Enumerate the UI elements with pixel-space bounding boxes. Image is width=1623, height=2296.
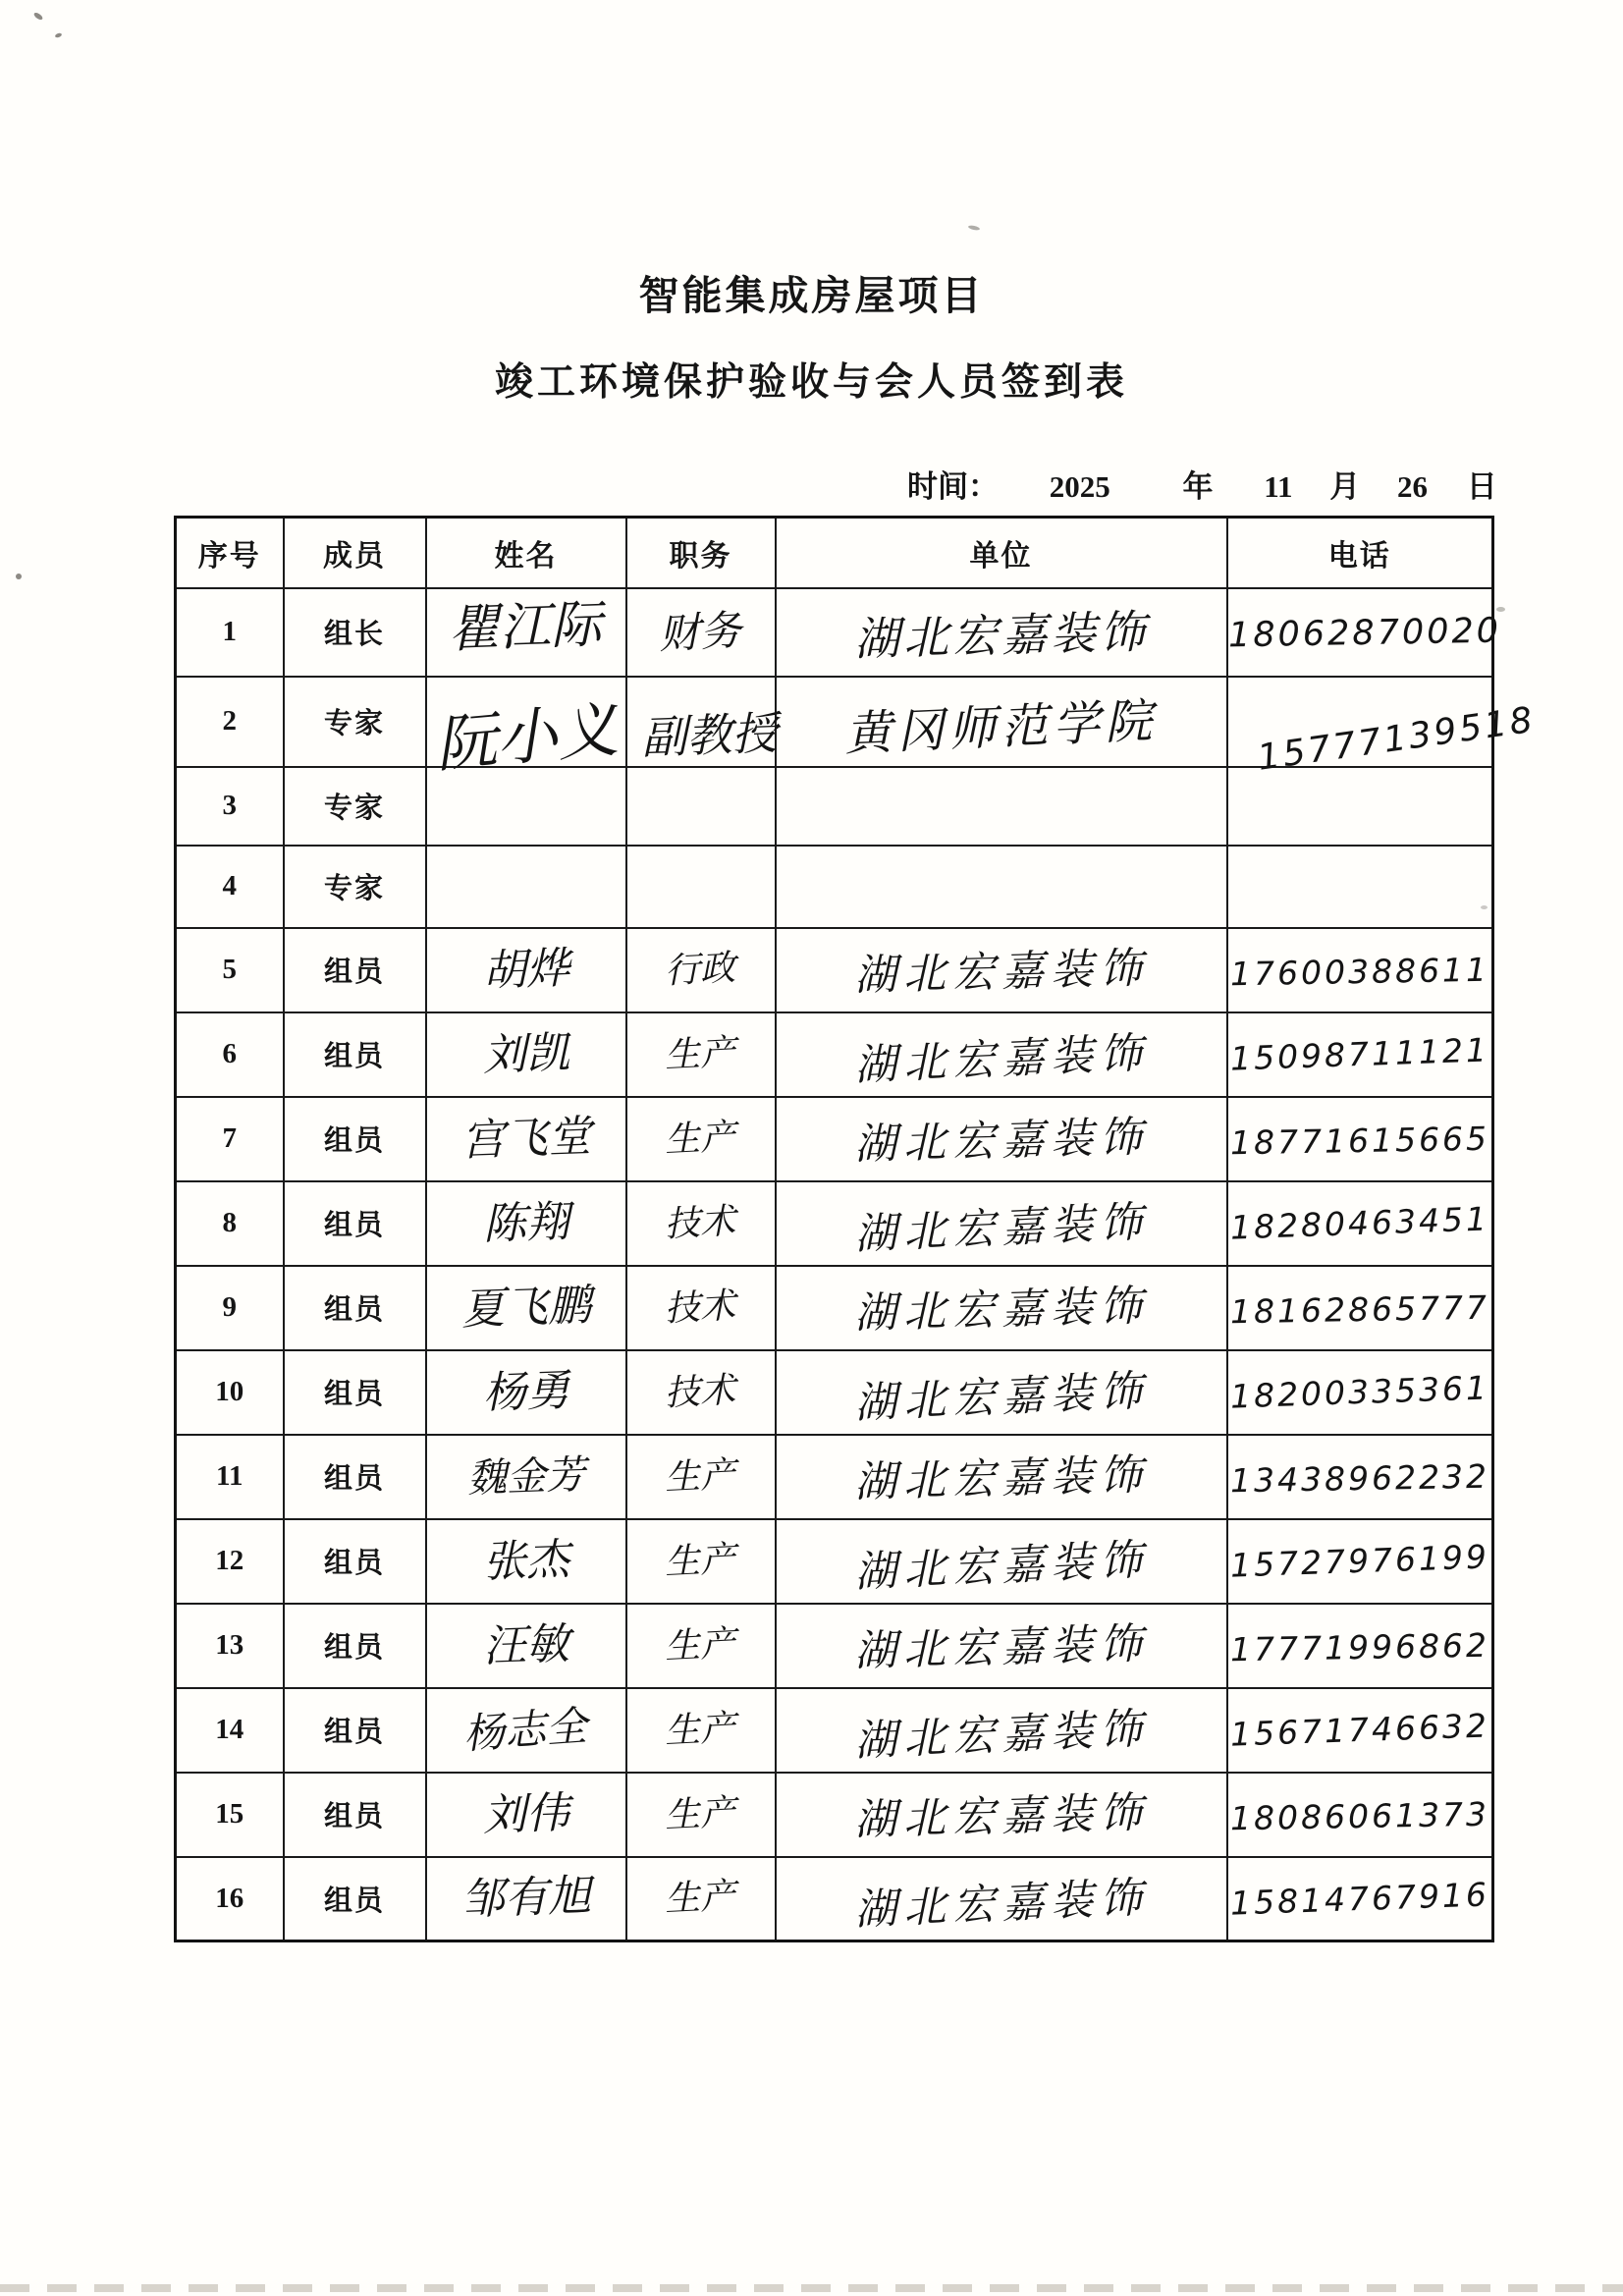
member-role: 专家 <box>323 793 385 824</box>
table-row <box>176 1519 1493 1604</box>
handwritten-position: 副教授 <box>640 705 778 764</box>
row-number-cell <box>176 1604 284 1688</box>
row-number: 3 <box>222 790 237 821</box>
handwritten-phone: 18162865777 <box>1229 1287 1490 1332</box>
handwritten-unit: 湖北宏嘉装饰 <box>852 1450 1150 1507</box>
position-cell <box>626 1773 776 1857</box>
member-role-cell <box>284 1688 426 1773</box>
unit-cell <box>776 846 1227 928</box>
member-role: 组长 <box>323 619 385 650</box>
member-role: 专家 <box>323 708 385 739</box>
table-row <box>176 767 1493 846</box>
row-number: 8 <box>222 1207 237 1238</box>
unit-cell <box>776 1181 1227 1266</box>
handwritten-position: 生产 <box>664 1031 737 1076</box>
signature-name-cell <box>426 1519 626 1604</box>
handwritten-name: 刘凯 <box>481 1026 570 1081</box>
date-year-unit: 年 <box>1182 469 1214 504</box>
row-number: 9 <box>222 1291 237 1323</box>
phone-cell <box>1227 846 1493 928</box>
handwritten-unit: 湖北宏嘉装饰 <box>852 1282 1150 1339</box>
unit-cell <box>776 1519 1227 1604</box>
phone-cell <box>1227 767 1493 846</box>
handwritten-unit: 湖北宏嘉装饰 <box>852 1197 1150 1260</box>
handwritten-phone: 15777139518 <box>1254 699 1538 779</box>
handwritten-unit: 湖北宏嘉装饰 <box>852 1619 1150 1676</box>
row-number: 7 <box>222 1122 237 1154</box>
signature-name-cell <box>426 928 626 1012</box>
phone-cell <box>1227 1519 1493 1604</box>
phone-cell <box>1227 1688 1493 1773</box>
phone-cell <box>1227 1435 1493 1519</box>
table-row <box>176 1773 1493 1857</box>
position-cell <box>626 1181 776 1266</box>
unit-cell <box>776 767 1227 846</box>
position-cell <box>626 1519 776 1604</box>
row-number: 5 <box>222 954 237 985</box>
member-role-cell <box>284 1857 426 1941</box>
handwritten-name: 刘伟 <box>481 1786 570 1841</box>
table-row <box>176 1097 1493 1181</box>
signature-name-cell <box>426 677 626 781</box>
handwritten-position: 生产 <box>664 1707 737 1752</box>
position-cell <box>626 1012 776 1097</box>
row-number-cell <box>176 1519 284 1604</box>
unit-cell <box>776 588 1227 677</box>
handwritten-position: 生产 <box>664 1453 737 1499</box>
member-role: 组员 <box>323 957 385 988</box>
date-label: 时间： <box>907 469 999 504</box>
unit-cell <box>776 677 1227 767</box>
row-number: 15 <box>215 1798 244 1830</box>
phone-cell <box>1227 1350 1493 1435</box>
handwritten-position: 财务 <box>658 605 743 658</box>
header-position: 职务 <box>626 518 776 588</box>
row-number-cell <box>176 1266 284 1350</box>
table-row <box>176 928 1493 1012</box>
phone-cell <box>1227 677 1538 779</box>
signature-name-cell <box>426 1604 626 1688</box>
position-cell <box>626 928 776 1012</box>
row-number-cell <box>176 846 284 928</box>
handwritten-phone: 13438962232 <box>1229 1456 1490 1501</box>
signature-name-cell <box>426 1435 626 1519</box>
signature-name-cell <box>426 846 626 928</box>
date-day-unit: 日 <box>1466 469 1497 504</box>
position-cell <box>626 1435 776 1519</box>
row-number-cell <box>176 1097 284 1181</box>
member-role-cell <box>284 1350 426 1435</box>
table-row <box>176 1266 1493 1350</box>
row-number: 12 <box>215 1545 244 1576</box>
phone-cell <box>1227 1773 1493 1857</box>
header-name: 姓名 <box>426 518 626 588</box>
phone-cell <box>1227 1012 1493 1097</box>
header-role: 成员 <box>284 518 426 588</box>
phone-cell <box>1227 1097 1493 1181</box>
handwritten-unit: 湖北宏嘉装饰 <box>852 1113 1150 1170</box>
table-row <box>176 1181 1493 1266</box>
position-cell <box>626 588 776 677</box>
position-cell <box>626 1266 776 1350</box>
signature-name-cell <box>426 1773 626 1857</box>
unit-cell <box>776 1435 1227 1519</box>
signature-name-cell <box>426 1012 626 1097</box>
handwritten-unit: 湖北宏嘉装饰 <box>852 1704 1150 1767</box>
handwritten-phone: 18200335361 <box>1229 1368 1490 1416</box>
row-number-cell <box>176 1773 284 1857</box>
handwritten-unit: 湖北宏嘉装饰 <box>852 1873 1150 1936</box>
phone-cell <box>1227 588 1501 677</box>
handwritten-unit: 湖北宏嘉装饰 <box>852 1028 1150 1091</box>
row-number: 4 <box>222 870 237 902</box>
handwritten-unit: 湖北宏嘉装饰 <box>852 1788 1150 1845</box>
table-row <box>176 1688 1493 1773</box>
member-role-cell <box>284 1773 426 1857</box>
member-role: 组员 <box>323 1294 385 1326</box>
unit-cell <box>776 928 1227 1012</box>
position-cell <box>626 846 776 928</box>
position-cell <box>626 1097 776 1181</box>
handwritten-unit: 湖北宏嘉装饰 <box>852 944 1150 1001</box>
handwritten-phone: 17771996862 <box>1229 1625 1490 1669</box>
position-cell <box>626 1857 776 1941</box>
table-row <box>176 588 1493 677</box>
row-number: 11 <box>216 1460 243 1492</box>
unit-cell <box>776 1350 1227 1435</box>
handwritten-phone: 15814767916 <box>1229 1875 1490 1923</box>
member-role-cell <box>284 1435 426 1519</box>
member-role: 组员 <box>323 1548 385 1579</box>
date-line <box>907 462 1497 506</box>
date-day: 26 <box>1397 469 1429 504</box>
row-number: 2 <box>222 705 237 737</box>
handwritten-name: 汪敏 <box>481 1617 570 1672</box>
scan-artifact <box>55 32 63 38</box>
member-role-cell <box>284 1266 426 1350</box>
handwritten-position: 生产 <box>664 1622 737 1667</box>
row-number: 14 <box>215 1714 244 1745</box>
handwritten-name: 魏金芳 <box>465 1451 586 1502</box>
member-role-cell <box>284 1097 426 1181</box>
table-row <box>176 1350 1493 1435</box>
row-number: 1 <box>222 616 237 647</box>
scan-artifact <box>32 12 43 22</box>
signature-name-cell <box>426 1097 626 1181</box>
handwritten-phone: 18280463451 <box>1229 1199 1490 1247</box>
position-cell <box>626 1604 776 1688</box>
member-role: 组员 <box>323 1801 385 1832</box>
position-cell <box>626 677 776 767</box>
row-number: 10 <box>215 1376 244 1407</box>
document-title-line2: 竣工环境保护验收与会人员签到表 <box>494 361 1128 404</box>
row-number: 6 <box>222 1038 237 1069</box>
header-row <box>176 518 1493 588</box>
handwritten-name: 夏飞鹏 <box>460 1280 592 1335</box>
row-number-cell <box>176 1688 284 1773</box>
table-row <box>176 846 1493 928</box>
member-role-cell <box>284 1012 426 1097</box>
member-role-cell <box>284 1519 426 1604</box>
member-role-cell <box>284 677 426 767</box>
phone-cell <box>1227 1181 1493 1266</box>
position-cell <box>626 767 776 846</box>
handwritten-name: 陈翔 <box>481 1195 570 1250</box>
member-role-cell <box>284 1181 426 1266</box>
handwritten-unit: 湖北宏嘉装饰 <box>852 1535 1150 1598</box>
handwritten-unit: 湖北宏嘉装饰 <box>852 604 1150 666</box>
date-month-unit: 月 <box>1329 469 1361 504</box>
member-role-cell <box>284 928 426 1012</box>
row-number: 13 <box>215 1629 244 1661</box>
handwritten-name: 杨勇 <box>481 1364 570 1419</box>
handwritten-name: 胡烨 <box>481 942 570 997</box>
member-role: 组员 <box>323 1379 385 1410</box>
handwritten-phone: 17600388611 <box>1229 950 1490 994</box>
signin-table <box>174 516 1538 1942</box>
position-cell <box>626 1688 776 1773</box>
handwritten-unit: 湖北宏嘉装饰 <box>852 1366 1150 1429</box>
row-number-cell <box>176 767 284 846</box>
header-no: 序号 <box>176 518 284 588</box>
handwritten-phone: 15727976199 <box>1229 1537 1490 1585</box>
header-unit: 单位 <box>776 518 1227 588</box>
row-number-cell <box>176 928 284 1012</box>
member-role: 组员 <box>323 1717 385 1748</box>
row-number: 16 <box>215 1882 244 1914</box>
unit-cell <box>776 1012 1227 1097</box>
scan-artifact <box>968 225 981 231</box>
phone-cell <box>1227 1857 1493 1941</box>
table-row <box>176 677 1493 767</box>
handwritten-position: 生产 <box>664 1538 737 1583</box>
signature-name-cell <box>426 1857 626 1941</box>
handwritten-name: 瞿江际 <box>448 594 604 660</box>
member-role: 组员 <box>323 1632 385 1664</box>
row-number-cell <box>176 1435 284 1519</box>
handwritten-unit: 黄冈师范学院 <box>843 692 1159 762</box>
handwritten-position: 生产 <box>664 1791 737 1836</box>
row-number-cell <box>176 1012 284 1097</box>
handwritten-name: 宫飞堂 <box>460 1111 592 1166</box>
date-month: 11 <box>1264 469 1293 504</box>
unit-cell <box>776 1604 1227 1688</box>
member-role: 组员 <box>323 1125 385 1157</box>
signature-name-cell <box>426 1688 626 1773</box>
signature-name-cell <box>426 1350 626 1435</box>
signature-name-cell <box>426 1181 626 1266</box>
signature-name-cell <box>426 588 626 677</box>
unit-cell <box>776 1857 1227 1941</box>
row-number-cell <box>176 1350 284 1435</box>
unit-cell <box>776 1688 1227 1773</box>
handwritten-name: 阮小义 <box>433 692 622 781</box>
member-role-cell <box>284 588 426 677</box>
row-number-cell <box>176 677 284 767</box>
table-row <box>176 1435 1493 1519</box>
position-cell <box>626 1350 776 1435</box>
member-role: 专家 <box>323 873 385 904</box>
member-role: 组员 <box>323 1041 385 1072</box>
handwritten-phone: 18086061373 <box>1229 1794 1490 1838</box>
phone-cell <box>1227 928 1493 1012</box>
scan-artifact <box>16 574 22 579</box>
member-role: 组员 <box>323 1463 385 1495</box>
handwritten-position: 技术 <box>664 1369 737 1414</box>
member-role-cell <box>284 767 426 846</box>
handwritten-position: 生产 <box>664 1876 737 1921</box>
unit-cell <box>776 1097 1227 1181</box>
date-year: 2025 <box>1049 469 1110 504</box>
handwritten-position: 生产 <box>664 1116 737 1161</box>
table-row <box>176 1857 1493 1941</box>
member-role-cell <box>284 846 426 928</box>
handwritten-position: 行政 <box>664 947 737 992</box>
handwritten-position: 技术 <box>664 1285 737 1330</box>
handwritten-name: 邹有旭 <box>460 1870 592 1926</box>
scan-edge-artifact <box>0 2284 1623 2292</box>
header-phone: 电话 <box>1227 518 1493 588</box>
unit-cell <box>776 1773 1227 1857</box>
member-role: 组员 <box>323 1885 385 1917</box>
handwritten-phone: 15098711121 <box>1229 1030 1490 1078</box>
member-role: 组员 <box>323 1210 385 1241</box>
handwritten-name: 杨志全 <box>461 1701 590 1758</box>
phone-cell <box>1227 1266 1493 1350</box>
row-number-cell <box>176 1181 284 1266</box>
handwritten-phone: 18062870020 <box>1227 611 1501 656</box>
member-role-cell <box>284 1604 426 1688</box>
document-title-line1: 智能集成房屋项目 <box>638 273 985 318</box>
handwritten-phone: 15671746632 <box>1229 1706 1490 1754</box>
signature-name-cell <box>426 1266 626 1350</box>
row-number-cell <box>176 1857 284 1941</box>
unit-cell <box>776 1266 1227 1350</box>
table-row <box>176 1012 1493 1097</box>
handwritten-position: 技术 <box>664 1200 737 1245</box>
handwritten-name: 张杰 <box>481 1533 570 1588</box>
table-row <box>176 1604 1493 1688</box>
phone-cell <box>1227 1604 1493 1688</box>
row-number-cell <box>176 588 284 677</box>
handwritten-phone: 18771615665 <box>1229 1119 1490 1163</box>
